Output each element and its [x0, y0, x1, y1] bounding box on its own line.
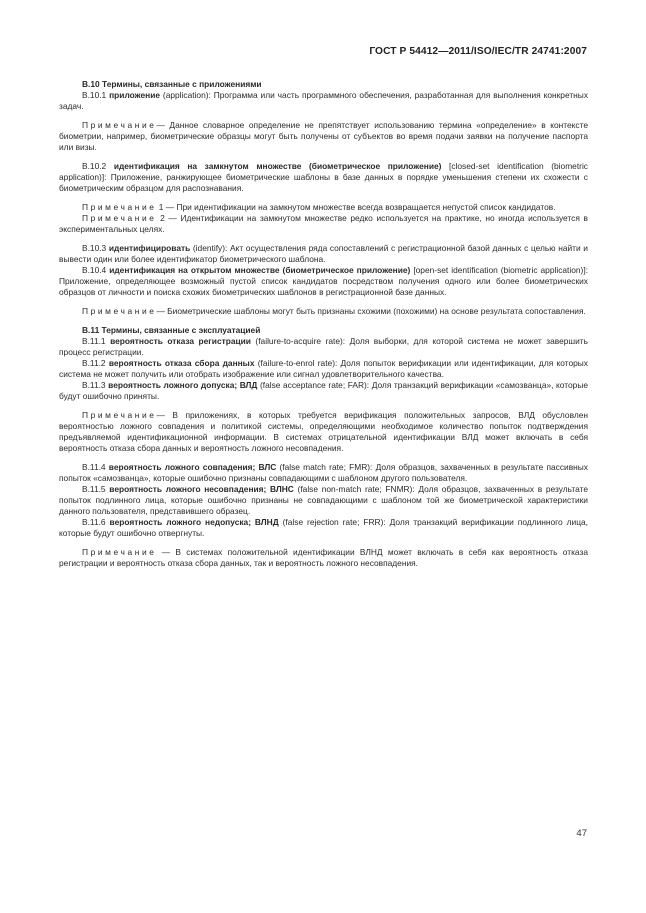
section-title-b10: В.10 Термины, связанные с приложениями: [82, 79, 262, 89]
note-b10-1: Примечание— Данное словарное определение не препятствует использованию термина «определение» в контексте биометрии, например, биометрические образцы могут быть получены от субъектов во время подачи заявки на получение паспорта или визы.: [59, 120, 588, 152]
entry-b10-1: В.10.1 приложение (application): Программа или часть программного обеспечения, разработанная для выполнения конкретных задач.: [59, 90, 589, 111]
section-title-b11: В.11 Термины, связанные с эксплуатацией: [82, 325, 261, 335]
term: вероятность ложного совпадения; ВЛС: [108, 462, 277, 472]
term: вероятность отказа регистрации: [110, 336, 251, 346]
note-b11-2: Примечание — В системах положительной идентификации ВЛНД может включать в себя как вероятность отказа регистрации и вероятность отказа сбора данных, так и вероятность ложного несовпадения.: [59, 547, 588, 568]
note-label: Примечание: [82, 306, 157, 316]
note-b10-2: Примечание 1 — При идентификации на замкнутом множестве всегда возвращается непустой список кандидатов.: [82, 202, 556, 212]
note-label: Примечание: [82, 547, 157, 557]
note-label: Примечание: [82, 410, 157, 420]
note-b10-3: Примечание 2 — Идентификации на замкнутом множестве редко используется на практике, но иногда используется в экспериментальных целях.: [59, 213, 588, 234]
note-label: Примечание: [82, 202, 157, 212]
entry-b10-2: В.10.2 идентификация на замкнутом множестве (биометрическое приложение) [closed-set identification (biometric application)]: Приложение, ранжирующее биометрические шаблоны в базе данных в порядке уменьшения степени их схожести с биометрическим образцом для распознавания.: [59, 161, 588, 193]
entry-b10-3: В.10.3 идентифицировать (identify): Акт осуществления ряда сопоставлений с регистрационной базой данных с целью найти и вывести один или более идентификатор биометрического шаблона.: [59, 243, 588, 264]
term: приложение: [109, 90, 161, 100]
note-label: Примечание: [82, 213, 157, 223]
term: идентификация на открытом множестве (биометрическое приложение): [109, 265, 411, 275]
page-number: 47: [576, 828, 587, 839]
entry-b11-6: В.11.6 вероятность ложного недопуска; ВЛНД (false rejection rate; FRR): Доля транзакций верификации подлинного лица, которые будут ошибочно отвергнуты.: [59, 517, 588, 538]
term: идентифицировать: [108, 243, 191, 253]
entry-b10-4: В.10.4 идентификация на открытом множестве (биометрическое приложение) [open-set identification (biometric application)]: Приложение, определяющее возможный пустой список кандидатов посредством получения одного или более биометрических образцов от личности и поиска схожих биометрических шаблонов в регистрационной базе данных.: [59, 265, 588, 297]
document-header: ГОСТ Р 54412—2011/ISO/IEC/TR 24741:2007: [369, 46, 587, 57]
entry-b11-3: В.11.3 вероятность ложного допуска; ВЛД (false acceptance rate; FAR): Доля транзакций верификации «самозванца», которые будут ошибочно приняты.: [59, 380, 588, 401]
document-body: [59, 79, 588, 569]
term: идентификация на замкнутом множестве (биометрическое приложение): [113, 161, 442, 171]
entry-b11-5: В.11.5 вероятность ложного несовпадения; ВЛНС (false non-match rate; FNMR): Доля образцов, захваченных в результате попыток подлинного лица, которые ошибочно признаны не совпадающими с шаблоном той же биометрической характеристики данного пользователя, представившего образец.: [59, 484, 588, 516]
entry-b11-2: В.11.2 вероятность отказа сбора данных (failure-to-enrol rate): Доля попыток верификации или идентификации, для которых система не может получить или отобрать изображение или сигнал удовлетворительного качества.: [59, 358, 588, 379]
term: вероятность ложного несовпадения; ВЛНС: [109, 484, 294, 494]
note-b11-1: Примечание— В приложениях, в которых требуется верификация положительных запросов, ВЛД обусловлен вероятностью ложного совпадения и политикой системы, определяющими необходимое количество попыток подтверждения предъявляемой идентификационной информации. В системах отрицательной идентификации ВЛД может включать в себя вероятность отказа сбора данных и вероятность ложного несовпадения.: [59, 410, 588, 453]
term: вероятность отказа сбора данных: [108, 358, 255, 368]
note-label: Примечание: [82, 120, 157, 130]
entry-b11-1: В.11.1 вероятность отказа регистрации (failure-to-acquire rate): Доля выборки, для которой система не может завершить процесс регистрации.: [59, 336, 588, 357]
term: вероятность ложного допуска; ВЛД: [108, 380, 258, 390]
entry-b11-4: В.11.4 вероятность ложного совпадения; ВЛС (false match rate; FMR): Доля образцов, захваченных в результате пассивных попыток «самозванца», которые ошибочно признаны совпадающими с шаблоном другого пользователя.: [59, 462, 588, 483]
term: вероятность ложного недопуска; ВЛНД: [109, 517, 279, 527]
note-b10-4: Примечание— Биометрические шаблоны могут быть признаны схожими (похожими) на основе результата сопоставления.: [82, 306, 586, 316]
